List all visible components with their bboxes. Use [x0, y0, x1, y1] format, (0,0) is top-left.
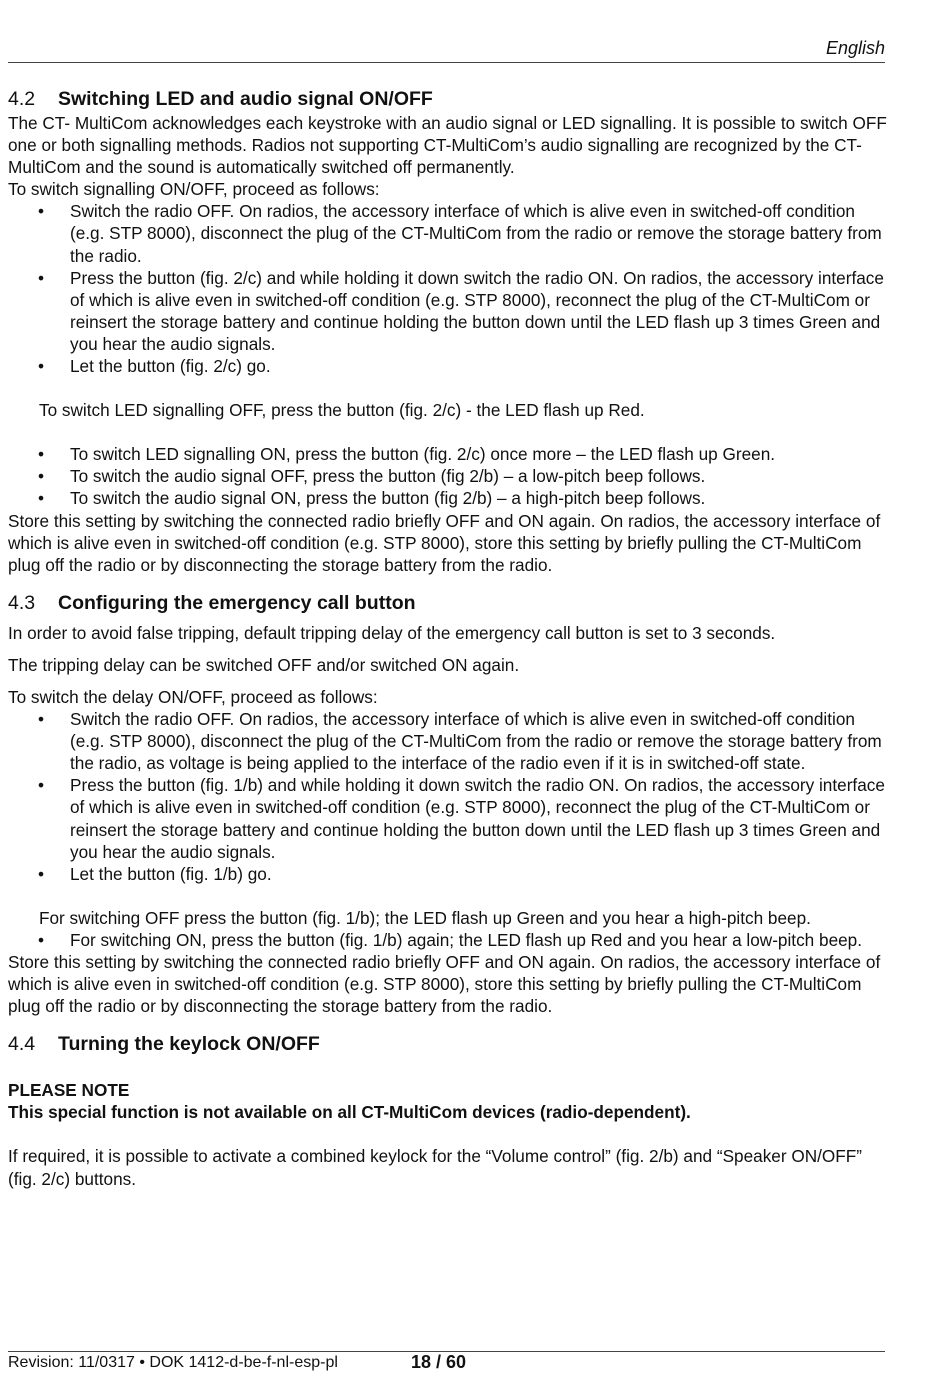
indented-paragraph: To switch LED signalling OFF, press the button (fig. 2/c) - the LED flash up Red.	[39, 400, 645, 421]
footer-revision: Revision: 11/0317 • DOK 1412-d-be-f-nl-esp-pl	[8, 1354, 338, 1371]
bullet-list	[8, 708, 888, 885]
paragraph: Store this setting by switching the connected radio briefly OFF and ON again. On radios, the accessory interface of which is alive even in switched-off condition (e.g. STP 8000), store this setting by briefly pulling the CT-MultiCom plug off the radio or by disconnecting the storage battery from the radio.	[8, 510, 881, 575]
note-title: PLEASE NOTE	[8, 1080, 130, 1101]
list-item: • Press the button (fig. 1/b) and while holding it down switch the radio ON. On radios, the accessory interface of which is alive even in switched-off condition (e.g. STP 8000), reconnect the plug of the CT-MultiCom or reinsert the storage battery and continue holding the button down until the LED flash up 3 times Green and you hear the audio signals.	[8, 774, 888, 862]
paragraph: Store this setting by switching the connected radio briefly OFF and ON again. On radios, the accessory interface of which is alive even in switched-off condition (e.g. STP 8000), store this setting by briefly pulling the CT-MultiCom plug off the radio or by disconnecting the storage battery from the radio.	[8, 952, 881, 1017]
list-item: • Switch the radio OFF. On radios, the accessory interface of which is alive even in switched-off condition (e.g. STP 8000), disconnect the plug of the CT-MultiCom from the radio or remove the storage battery from the radio, as voltage is being applied to the interface of the radio even if it is in switched-off state.	[8, 708, 888, 774]
list-item: • For switching ON, press the button (fig. 1/b) again; the LED flash up Red and you hear a low-pitch beep.	[8, 929, 888, 951]
paragraph: To switch the delay ON/OFF, proceed as follows:	[8, 686, 378, 707]
bullet-list	[8, 929, 888, 951]
page-number: 18 / 60	[411, 1352, 467, 1372]
section-title: Switching LED and audio signal ON/OFF	[58, 88, 433, 110]
list-item: • Press the button (fig. 2/c) and while holding it down switch the radio ON. On radios, the accessory interface of which is alive even in switched-off condition (e.g. STP 8000), reconnect the plug of the CT-MultiCom or reinsert the storage battery and continue holding the button down until the LED flash up 3 times Green and you hear the audio signals.	[8, 267, 888, 355]
paragraph: The tripping delay can be switched OFF and/or switched ON again.	[8, 654, 520, 675]
section-title: Turning the keylock ON/OFF	[58, 1033, 320, 1056]
list-item: • To switch the audio signal ON, press the button (fig 2/b) – a high-pitch beep follows.	[8, 487, 888, 509]
note-text: This special function is not available on all CT-MultiCom devices (radio-dependent).	[8, 1102, 691, 1123]
list-item: • To switch LED signalling ON, press the button (fig. 2/c) once more – the LED flash up Green.	[8, 443, 888, 465]
header-rule	[8, 62, 885, 63]
section-number: 4.2	[8, 88, 36, 110]
paragraph: In order to avoid false tripping, default tripping delay of the emergency call button is set to 3 seconds.	[8, 622, 776, 643]
list-item: • Let the button (fig. 2/c) go.	[8, 355, 888, 377]
section-4-3-heading	[8, 590, 888, 616]
paragraph: If required, it is possible to activate a combined keylock for the “Volume control” (fig. 2/b) and “Speaker ON/OFF” (fig. 2/c) buttons.	[8, 1146, 863, 1189]
indented-paragraph: For switching OFF press the button (fig. 1/b); the LED flash up Green and you hear a high-pitch beep.	[39, 907, 811, 928]
section-title: Configuring the emergency call button	[58, 591, 416, 614]
list-item: • To switch the audio signal OFF, press the button (fig 2/b) – a low-pitch beep follows.	[8, 465, 888, 487]
paragraph: The CT- MultiCom acknowledges each keystroke with an audio signal or LED signalling. It is possible to switch OFF one or both signalling methods. Radios not supporting CT-MultiCom’s audio signalling are recognized by the CT-MultiCom and the sound is automatically switched off permanently.	[8, 113, 887, 178]
page-content	[8, 86, 888, 1190]
section-number: 4.4	[8, 1033, 36, 1056]
bullet-list	[8, 443, 888, 509]
section-number: 4.3	[8, 591, 36, 614]
list-item: • Let the button (fig. 1/b) go.	[8, 863, 888, 885]
language-label: English	[825, 38, 885, 58]
paragraph: To switch signalling ON/OFF, proceed as follows:	[8, 179, 380, 200]
bullet-list	[8, 200, 888, 377]
section-4-2-heading	[8, 86, 888, 112]
list-item: • Switch the radio OFF. On radios, the accessory interface of which is alive even in switched-off condition (e.g. STP 8000), disconnect the plug of the CT-MultiCom from the radio or remove the storage battery from the radio.	[8, 200, 888, 266]
section-4-4-heading	[8, 1031, 888, 1057]
